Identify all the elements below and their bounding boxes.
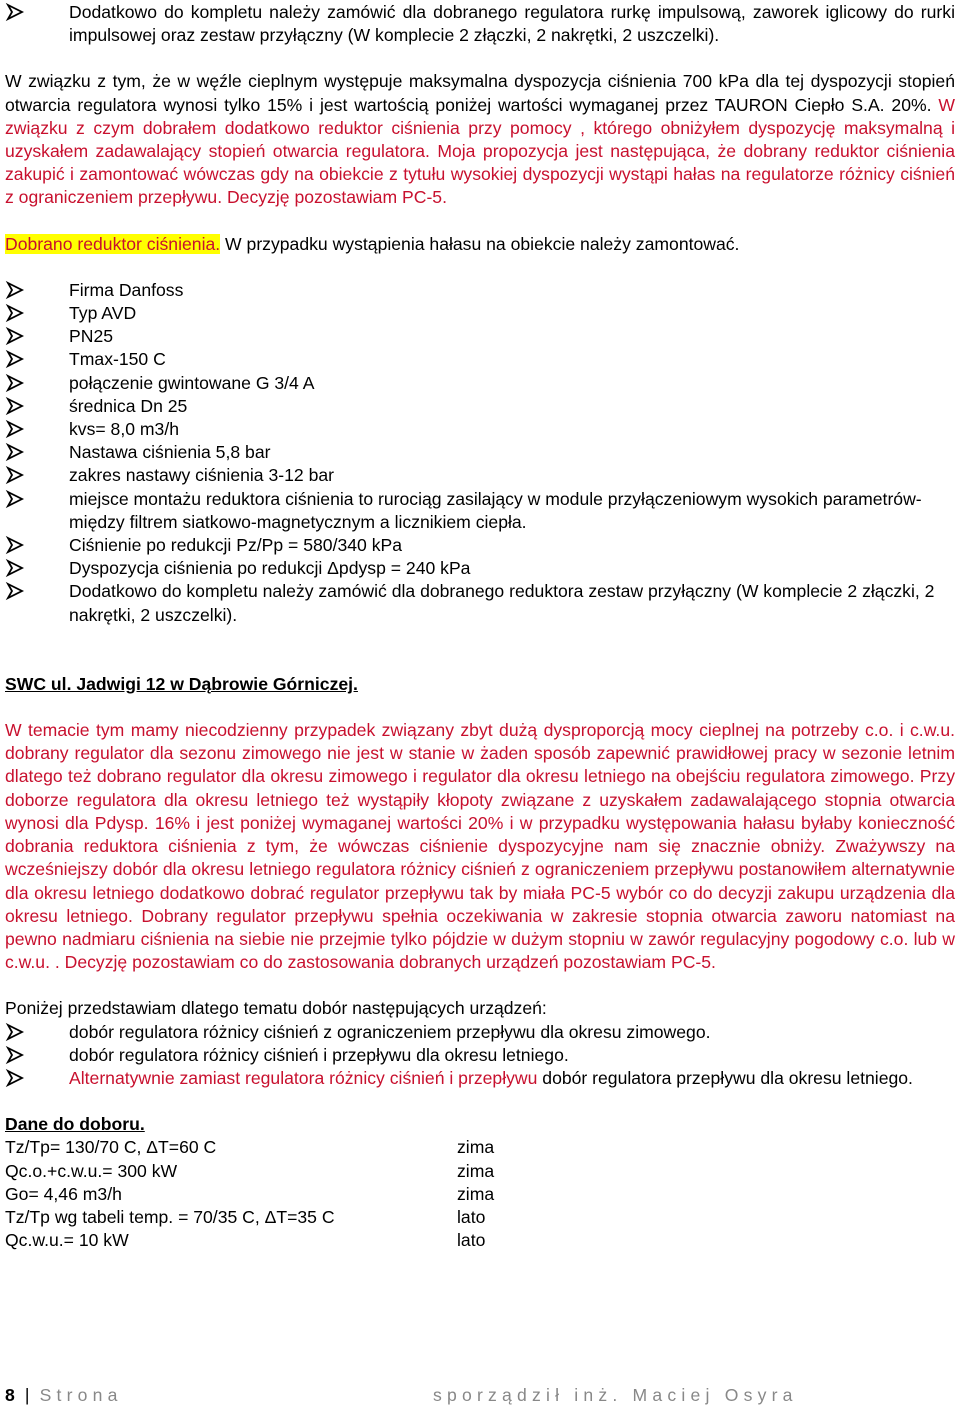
document-page	[5, 0, 955, 1252]
spec-item-text: kvs= 8,0 m3/h	[69, 419, 180, 440]
list-item-text: Dodatkowo do kompletu należy zamówić dla dobranego regulatora rurkę impulsową, zaworek iglicowy do rurki impulsowej oraz zestaw przyłączny (W komplecie 2 złączki, 2 nakrętki, 2 uszczelki).	[69, 2, 955, 46]
device-item-text: dobór regulatora przepływu dla okresu letniego.	[537, 1067, 913, 1088]
data-row-season: lato	[457, 1206, 486, 1227]
spec-item-text: Typ AVD	[69, 303, 137, 324]
arrow-bullet-icon	[5, 303, 25, 323]
spec-item	[5, 325, 955, 348]
spec-item-text: miejsce montażu reduktora ciśnienia to rurociąg zasilający w module przyłączeniowym wysokich parametrów-między filtrem siatkowo-magnetycznym a licznikiem ciepła.	[69, 488, 922, 532]
device-item-text: dobór regulatora różnicy ciśnień z ograniczeniem przepływu dla okresu zimowego.	[69, 1021, 711, 1042]
spec-item	[5, 348, 955, 371]
data-row	[5, 1229, 955, 1252]
spec-item-text: zakres nastawy ciśnienia 3-12 bar	[69, 465, 335, 486]
arrow-bullet-icon	[5, 1068, 25, 1088]
paragraph	[5, 70, 955, 209]
chosen-rest-text: W przypadku wystąpienia hałasu na obiekcie należy zamontować.	[220, 233, 740, 254]
arrow-bullet-icon	[5, 1045, 25, 1065]
footer-left-word: Strona	[39, 1385, 123, 1405]
data-row-season: zima	[457, 1137, 495, 1158]
arrow-bullet-icon	[5, 349, 25, 369]
data-row	[5, 1206, 955, 1229]
spec-item-text: Dodatkowo do kompletu należy zamówić dla dobranego reduktora zestaw przyłączny (W komplecie 2 złączki, 2 nakrętki, 2 uszczelki).	[69, 581, 935, 625]
arrow-bullet-icon	[5, 280, 25, 300]
footer-author: sporządził inż. Maciej Osyra	[433, 1385, 798, 1405]
device-item	[5, 1044, 955, 1067]
arrow-bullet-icon	[5, 581, 25, 601]
chosen-line	[5, 233, 955, 256]
device-item-text: dobór regulatora różnicy ciśnień i przepływu dla okresu letniego.	[69, 1044, 569, 1065]
spec-item	[5, 395, 955, 418]
arrow-bullet-icon	[5, 558, 25, 578]
arrow-bullet-icon	[5, 465, 25, 485]
arrow-bullet-icon	[5, 373, 25, 393]
data-row-value: Tz/Tp wg tabeli temp. = 70/35 C, ΔT=35 C	[5, 1206, 335, 1227]
data-row-value: Go= 4,46 m3/h	[5, 1183, 122, 1204]
arrow-bullet-icon	[5, 489, 25, 509]
device-item	[5, 1067, 955, 1090]
arrow-bullet-icon	[5, 1022, 25, 1042]
arrow-bullet-icon	[5, 396, 25, 416]
data-heading-row	[5, 1113, 955, 1136]
spec-item	[5, 372, 955, 395]
spec-item	[5, 464, 955, 487]
spec-item-text: Dyspozycja ciśnienia po redukcji Δpdysp = 240 kPa	[69, 558, 471, 579]
arrow-bullet-icon	[5, 535, 25, 555]
spec-item-text: Ciśnienie po redukcji Pz/Pp = 580/340 kPa	[69, 535, 403, 556]
data-row	[5, 1160, 955, 1183]
spec-item	[5, 534, 955, 557]
data-row	[5, 1136, 955, 1159]
data-table	[5, 1136, 955, 1252]
arrow-bullet-icon	[5, 326, 25, 346]
spec-item	[5, 557, 955, 580]
data-row-season: zima	[457, 1160, 495, 1181]
page-footer	[5, 1384, 955, 1407]
spec-item	[5, 488, 955, 534]
spec-item	[5, 580, 955, 626]
device-list	[5, 1021, 955, 1091]
data-heading: Dane do doboru.	[5, 1114, 145, 1135]
data-row	[5, 1183, 955, 1206]
data-row-value: Qc.o.+c.w.u.= 300 kW	[5, 1160, 178, 1181]
paragraph: W temacie tym mamy niecodzienny przypadek związany zbyt dużą dysproporcją mocy cieplnej na potrzeby c.o. i c.w.u. dobrany regulator dla sezonu zimowego nie jest w stanie w żaden sposób zapewnić prawidłowej pracy w sezonie letnim dlatego też dobrano regulator dla okresu zimowego i regulator dla okresu letniego na obejściu regulatora zimowego. Przy doborze regulatora dla okresu letniego też wystąpiły kłopoty związane z uzyskałem zadawalającego stopnia otwarcia wynosi dla Pdysp. 16% i jest poniżej wymaganej wartości 20% i w przypadku występowania hałasu byłaby konieczność dobrania reduktora ciśnienia z tym, że wówczas ciśnienie dyspozycyjne nam się znacznie obniży. Zważywszy na wcześniejszy dobór dla okresu letniego regulatora różnicy ciśnień z ograniczeniem przepływu postanowiłem alternatywnie dla okresu letniego dodatkowo dobrać regulator przepływu tak by miała PC-5 wybór co do decyzji zakupu urządzenia dla okresu letniego. Dobrany regulator przepływu spełnia oczekiwania w zakresie stopnia otwarcia zaworu natomiast na pewno nadmiaru ciśnienia na siebie nie przejmie tylko pójdzie w dużym stopniu w zawór regulacyjny pogodowy c.o. lub w c.w.u. . Decyzję pozostawiam co do zastosowania dobranych urządzeń pozostawiam PC-5.	[5, 720, 955, 973]
arrow-bullet-icon	[5, 2, 25, 22]
arrow-bullet-icon	[5, 419, 25, 439]
data-row-value: Qc.w.u.= 10 kW	[5, 1230, 129, 1251]
spec-list	[5, 279, 955, 627]
spec-item-text: PN25	[69, 326, 114, 347]
spec-item-text: Nastawa ciśnienia 5,8 bar	[69, 442, 271, 463]
page-number: 8	[5, 1385, 15, 1405]
data-row-season: lato	[457, 1230, 486, 1251]
spec-item-text: Firma Danfoss	[69, 279, 184, 300]
spec-item	[5, 279, 955, 302]
section-heading-row	[5, 673, 955, 696]
spec-item-text: Tmax-150 C	[69, 349, 166, 370]
section-heading: SWC ul. Jadwigi 12 w Dąbrowie Górniczej.	[5, 673, 358, 694]
spec-item	[5, 441, 955, 464]
intro-line: Poniżej przedstawiam dlatego tematu dobór następujących urządzeń:	[5, 998, 547, 1019]
footer-separator: |	[24, 1385, 30, 1405]
list-item	[5, 1, 955, 47]
spec-item-text: połączenie gwintowane G 3/4 A	[69, 372, 315, 393]
paragraph-red-text: W związku z czym dobrałem dodatkowo reduktor ciśnienia przy pomocy , którego obniżyłem dyspozycję maksymalną i uzyskałem zadawalający stopień otwarcia regulatora. Moja propozycja jest następująca, że dobrany reduktor ciśnienia zakupić i zamontować wówczas gdy na obiekcie z tytułu wysokiej dyspozycji wystąpi hałas na regulatorze różnicy ciśnień z ograniczeniem przepływu. Decyzję pozostawiam PC-5.	[5, 94, 955, 208]
highlighted-text: Dobrano reduktor ciśnienia.	[5, 233, 221, 254]
spec-item	[5, 418, 955, 441]
data-row-value: Tz/Tp= 130/70 C, ΔT=60 C	[5, 1137, 217, 1158]
spec-item	[5, 302, 955, 325]
spec-item-text: średnica Dn 25	[69, 395, 188, 416]
device-item	[5, 1021, 955, 1044]
paragraph-text: W związku z tym, że w węźle cieplnym występuje maksymalna dyspozycja ciśnienia 700 kPa dla tej dyspozycji stopień otwarcia regulatora wynosi tylko 15% i jest wartością poniżej wartości wymaganej przez TAURON Ciepło S.A. 20%.	[5, 71, 955, 115]
arrow-bullet-icon	[5, 442, 25, 462]
device-item-red-text: Alternatywnie zamiast regulatora różnicy ciśnień i przepływu	[69, 1067, 538, 1088]
data-row-season: zima	[457, 1183, 495, 1204]
